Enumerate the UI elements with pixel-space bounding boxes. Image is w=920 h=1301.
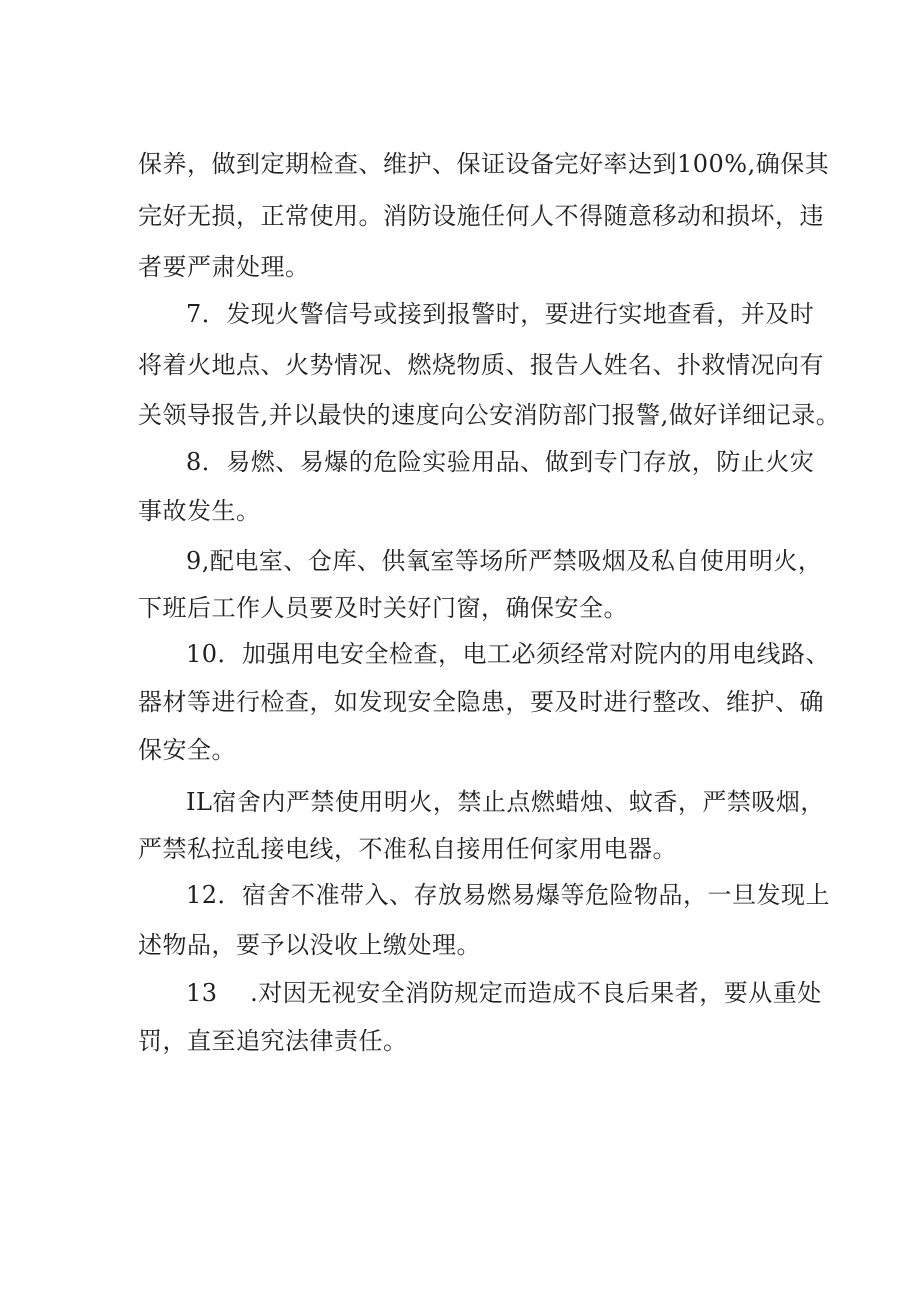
text-line: 8．易燃、易爆的危险实验用品、做到专门存放，防止火灾: [186, 448, 815, 476]
text-line: 12．宿舍不准带入、存放易燃易爆等危险物品，一旦发现上: [186, 881, 831, 909]
text-line: 完好无损，正常使用。消防设施任何人不得随意移动和损坏，违: [138, 202, 824, 230]
text-line: 10．加强用电安全检查，电工必须经常对院内的用电线路、: [186, 640, 831, 668]
text-line: 保养，做到定期检查、维护、保证设备完好率达到100%,确保其: [138, 150, 830, 178]
text-line: 关领导报告,并以最快的速度向公安消防部门报警,做好详细记录。: [138, 401, 841, 429]
text-line: 事故发生。: [138, 497, 261, 525]
text-line: 将着火地点、火势情况、燃烧物质、报告人姓名、扑救情况向有: [138, 351, 824, 379]
text-line: 严禁私拉乱接电线，不准私自接用任何家用电器。: [138, 835, 677, 863]
text-line: 者要严肃处理。: [138, 253, 310, 281]
text-line: 下班后工作人员要及时关好门窗，确保安全。: [138, 594, 628, 622]
text-line: 13 .对因无视安全消防规定而造成不良后果者，要从重处: [186, 979, 822, 1007]
text-line: 述物品，要予以没收上缴处理。: [138, 931, 481, 959]
text-line: 罚，直至追究法律责任。: [138, 1027, 408, 1055]
text-line: 9,配电室、仓库、供氧室等场所严禁吸烟及私自使用明火，: [186, 547, 823, 575]
text-line: IL宿舍内严禁使用明火，禁止点燃蜡烛、蚊香，严禁吸烟，: [186, 788, 825, 816]
text-line: 保安全。: [138, 736, 236, 764]
text-line: 7．发现火警信号或接到报警时，要进行实地查看，并及时: [186, 300, 815, 328]
text-line: 器材等进行检查，如发现安全隐患，要及时进行整改、维护、确: [138, 688, 824, 716]
